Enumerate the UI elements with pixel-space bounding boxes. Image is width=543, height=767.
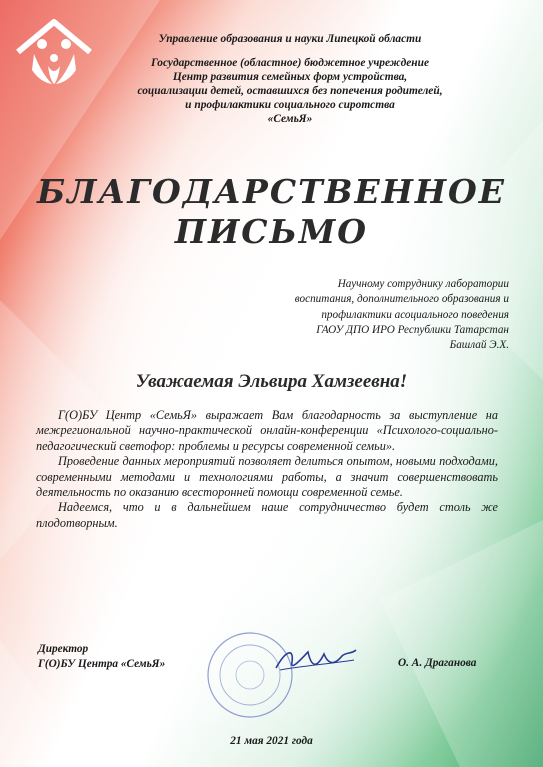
letter-body bbox=[36, 408, 498, 531]
addressee-line: воспитания, дополнительного образования и bbox=[294, 293, 509, 306]
document-date: 21 мая 2021 года bbox=[230, 735, 313, 747]
org-line: социализации детей, оставшихся без попечения родителей, bbox=[137, 85, 443, 97]
body-paragraph: Надеемся, что и в дальнейшем наше сотрудничество будет столь же плодотворным. bbox=[36, 500, 498, 530]
ministry-header: Управление образования и науки Липецкой области bbox=[158, 33, 422, 45]
addressee-line: Башлай Э.Х. bbox=[449, 339, 509, 352]
org-line: «СемьЯ» bbox=[267, 113, 313, 125]
signatory-name: О. А. Драганова bbox=[398, 657, 477, 669]
document-title-line2: ПИСЬМО bbox=[174, 212, 369, 251]
body-paragraph: Г(О)БУ Центр «СемьЯ» выражает Вам благодарность за выступление на межрегиональной научно-практической онлайн-конференции «Психолого-социально-педагогический светофор: проблемы и ресурсы современной семьи». bbox=[36, 408, 498, 453]
addressee-line: профилактики асоциального поведения bbox=[321, 308, 509, 321]
addressee-block bbox=[219, 277, 509, 353]
addressee-line: Научному сотруднику лаборатории bbox=[337, 278, 509, 290]
signatory-position bbox=[38, 642, 165, 672]
house-family-logo bbox=[12, 14, 96, 90]
org-line: Государственное (областное) бюджетное учреждение bbox=[150, 57, 430, 69]
body-paragraph: Проведение данных мероприятий позволяет делиться опытом, новыми подходами, современными методами и технологиями работы, а значит совершенствовать деятельность по оказанию всесторонней помощи современной семье. bbox=[36, 454, 498, 500]
org-line: Центр развития семейных форм устройства, bbox=[172, 71, 408, 83]
greeting: Уважаемая Эльвира Хамзеевна! bbox=[135, 371, 408, 392]
org-line: и профилактики социального сиротства bbox=[185, 99, 395, 111]
organization-name bbox=[100, 56, 480, 126]
addressee-line: ГАОУ ДПО ИРО Республики Татарстан bbox=[316, 323, 509, 336]
position-title: Директор bbox=[38, 643, 89, 655]
document-title: БЛАГОДАРСТВЕННОЕ bbox=[37, 172, 506, 211]
position-org: Г(О)БУ Центра «СемьЯ» bbox=[38, 658, 166, 670]
handwritten-signature bbox=[272, 640, 360, 678]
